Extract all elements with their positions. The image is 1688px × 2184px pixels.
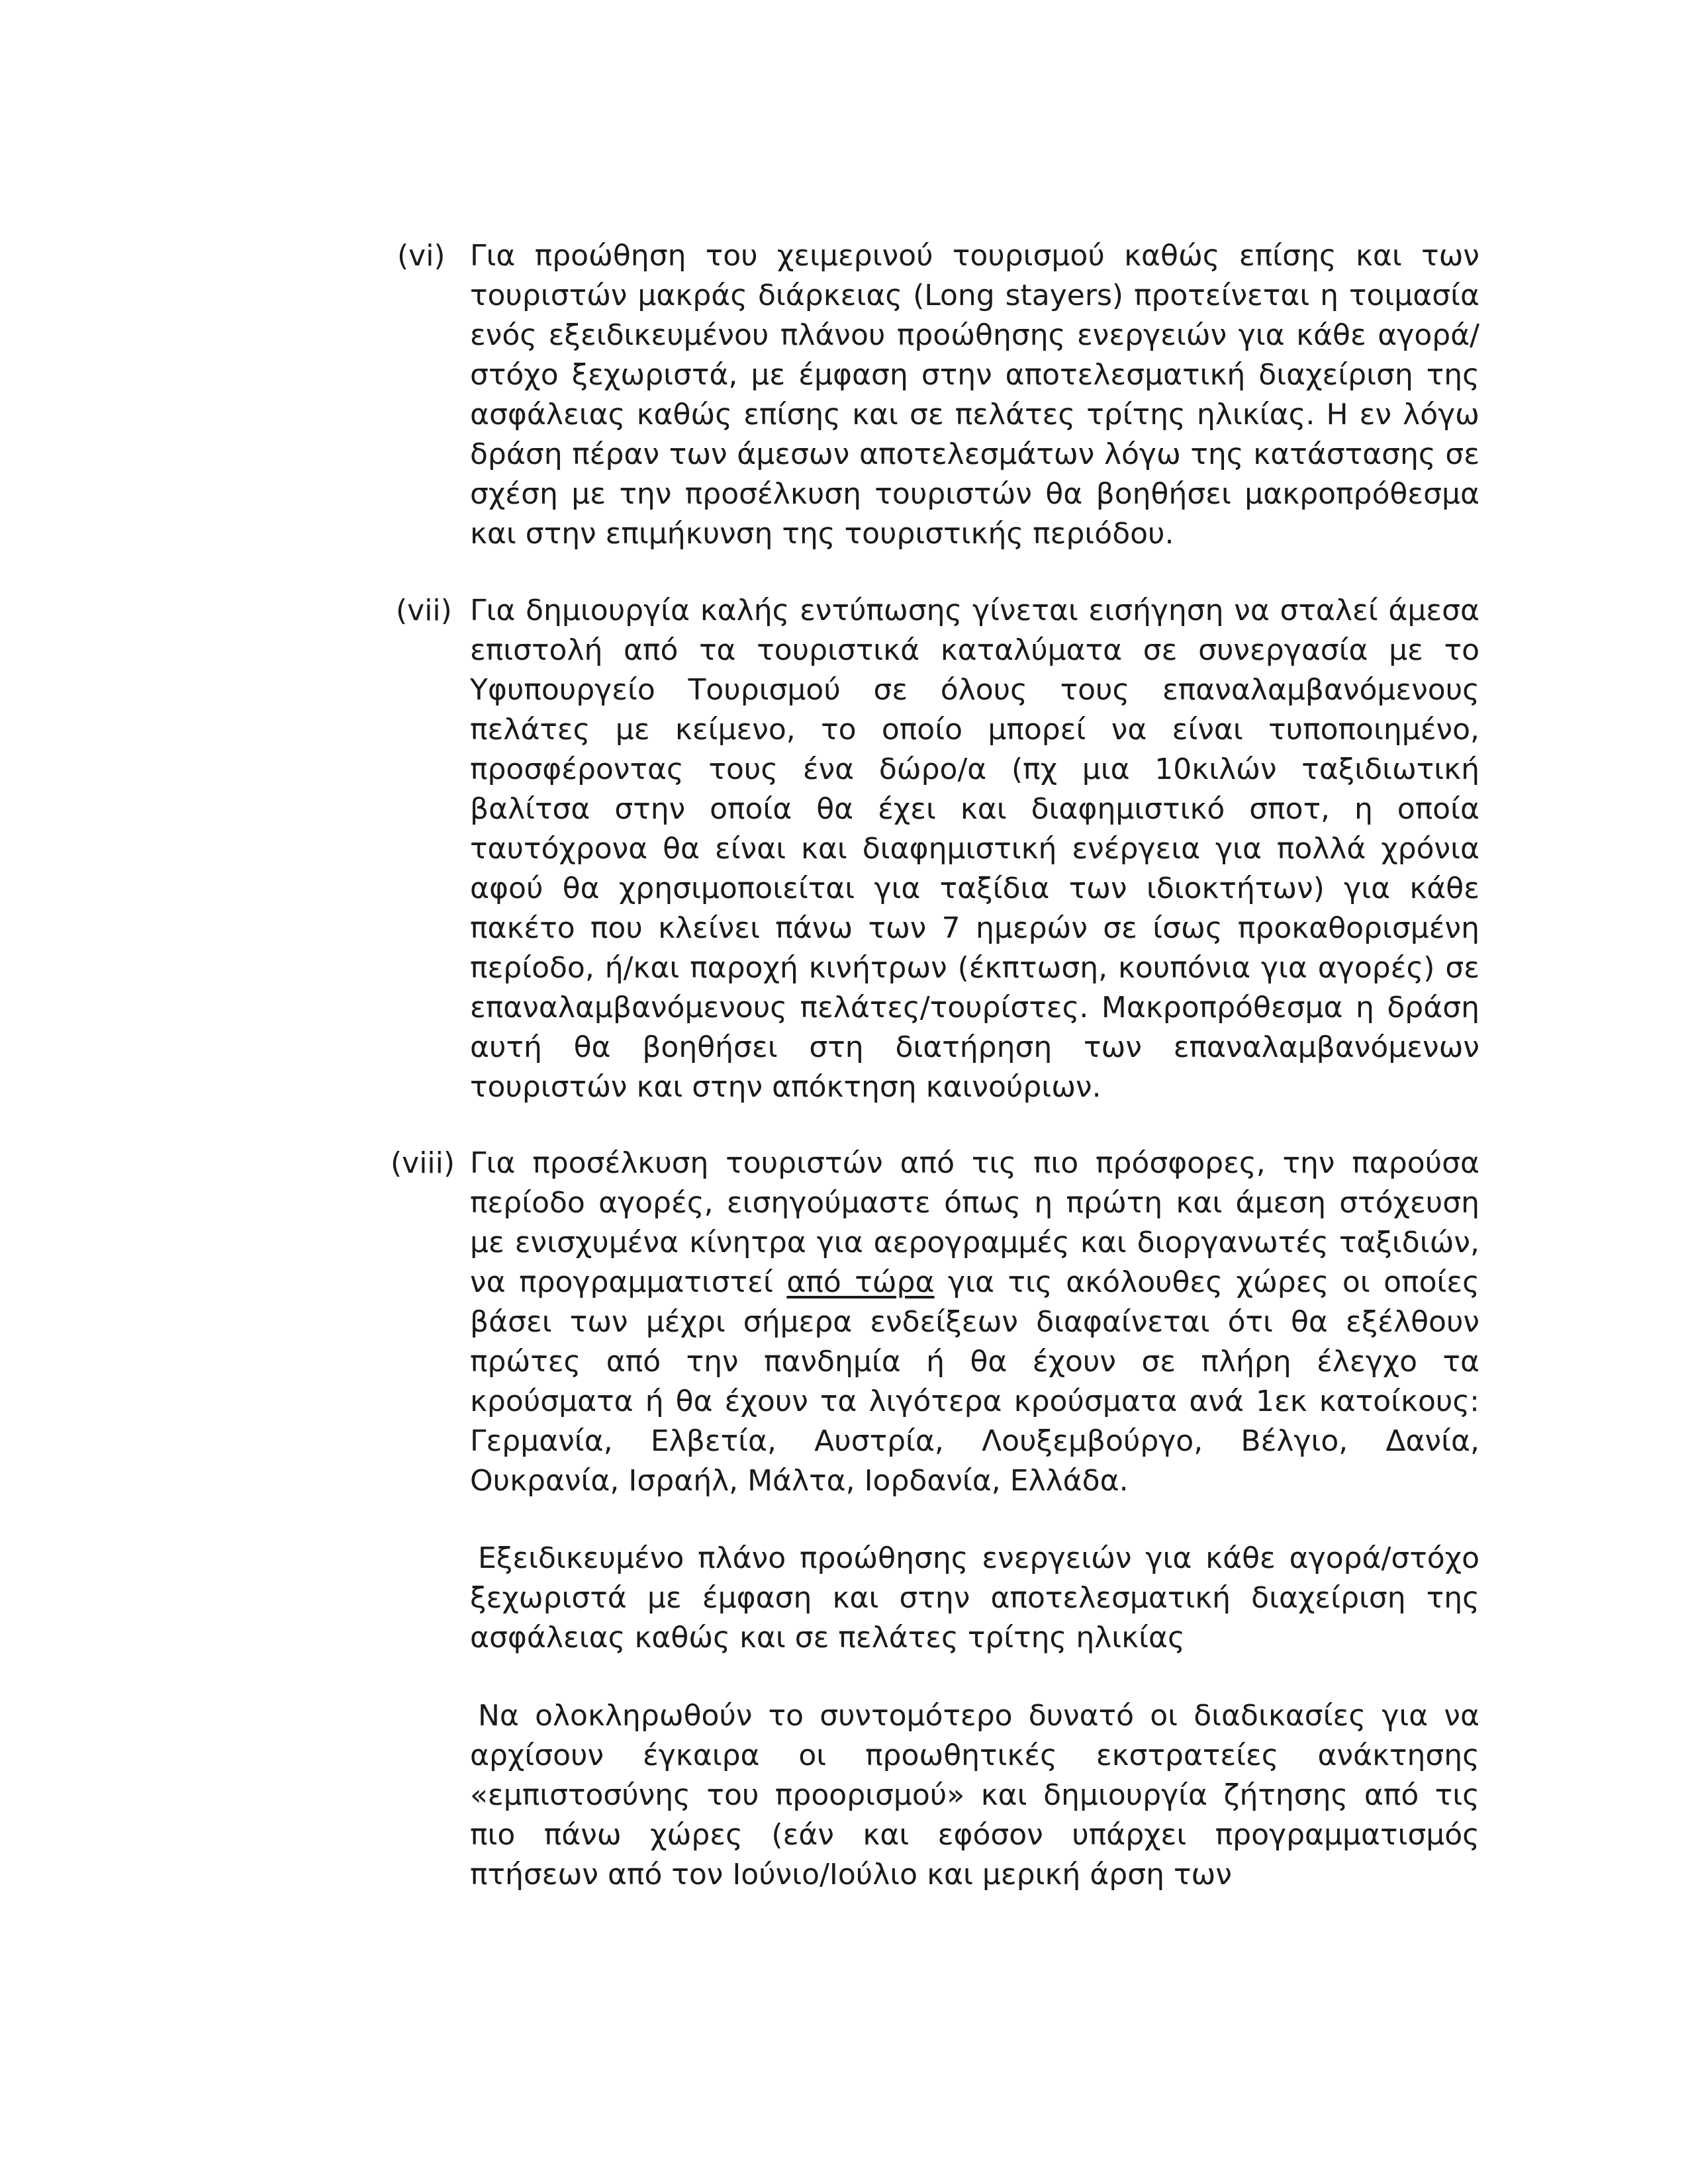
item-text-after: για τις ακόλουθες χώρες οι οποίες βάσει των μέχρι σήμερα ενδείξεων διαφαίνεται ότι θα εξέλθουν πρώτες από την πανδημία ή θα έχουν σε πλήρη έλεγχο τα κρούσματα ή θα έχουν τα λιγότερα κρούσματα ανά 1εκ κατοίκους: Γερμανία, Ελβετία, Αυστρία, Λουξεμβούργο, Βέλγιο, Δανία, Ουκρανία, Ισραήλ, Μάλτα, Ιορδανία, Ελλάδα. (470, 1265, 1479, 1498)
item-text: Για δημιουργία καλής εντύπωσης γίνεται εισήγηση να σταλεί άμεσα επιστολή από τα τουριστικά καταλύματα σε συνεργασία με το Υφυπουργείο Τουρισμού σε όλους τους επαναλαμβανόμενους πελάτες με κείμενο, το οποίο μπορεί να είναι τυποποιημένο, προσφέροντας τους ένα δώρο/α (πχ μια 10κιλών ταξιδιωτική βαλίτσα στην οποία θα έχει και διαφημιστικό σποτ, η οποία ταυτόχρονα θα είναι και διαφημιστική ενέργεια για πολλά χρόνια αφού θα χρησιμοποιείται για ταξίδια των ιδιοκτήτων) για κάθε πακέτο που κλείνει πάνω των 7 ημερών σε ίσως προκαθορισμένη περίοδο, ή/και παροχή κινήτρων (έκπτωση, κουπόνια για αγορές) σε επαναλαμβανόμενους πελάτες/τουρίστες. Μακροπρόθεσμα η δράση αυτή θα βοηθήσει στη διατήρηση των επαναλαμβανόμενων τουριστών και στην απόκτηση καινούριων. (470, 594, 1479, 1104)
item-label: (viii) (391, 1146, 455, 1180)
paragraph-specialized-plan (470, 1539, 1479, 1658)
item-text: Για προώθηση του χειμερινού τουρισμού καθώς επίσης και των τουριστών μακράς διάρκειας (Long stayers) προτείνεται η τοιμασία ενός εξειδικευμένου πλάνου προώθησης ενεργειών για κάθε αγορά/στόχο ξεχωριστά, με έμφαση στην αποτελεσματική διαχείριση της ασφάλειας καθώς επίσης και σε πελάτες τρίτης ηλικίας. Η εν λόγω δράση πέραν των άμεσων αποτελεσμάτων λόγω της κατάστασης σε σχέση με την προσέλκυση τουριστών θα βοηθήσει μακροπρόθεσμα και στην επιμήκυνση της τουριστικής περιόδου. (470, 239, 1479, 551)
item-text (470, 1144, 1479, 1501)
item-text-before: Για προσέλκυση τουριστών από τις πιο πρόσφορες, την παρούσα περίοδο αγορές, εισηγούμαστε όπως η πρώτη και άμεση στόχευση με ενισχυμένα κίνητρα για αερογραμμές και διοργανωτές ταξιδιών, να προγραμματιστεί (470, 1146, 1479, 1299)
underlined-phrase: από τώρα (786, 1265, 935, 1299)
item-label: (vii) (396, 594, 452, 627)
item-label: (vi) (397, 239, 445, 273)
paragraph-text: Εξειδικευμένο πλάνο προώθησης ενεργειών για κάθε αγορά/στόχο ξεχωριστά με έμφαση και στην αποτελεσματική διαχείριση της ασφάλειας καθώς και σε πελάτες τρίτης ηλικίας (470, 1541, 1479, 1655)
paragraph-text: Να ολοκληρωθούν το συντομότερο δυνατό οι διαδικασίες για να αρχίσουν έγκαιρα οι προωθητικές εκστρατείες ανάκτησης «εμπιστοσύνης του προορισμού» και δημιουργία ζήτησης από τις πιο πάνω χώρες (εάν και εφόσον υπάρχει προγραμματισμός πτήσεων από τον Ιούνιο/Ιούλιο και μερική άρση των (470, 1699, 1479, 1891)
paragraph-campaigns (470, 1696, 1479, 1895)
